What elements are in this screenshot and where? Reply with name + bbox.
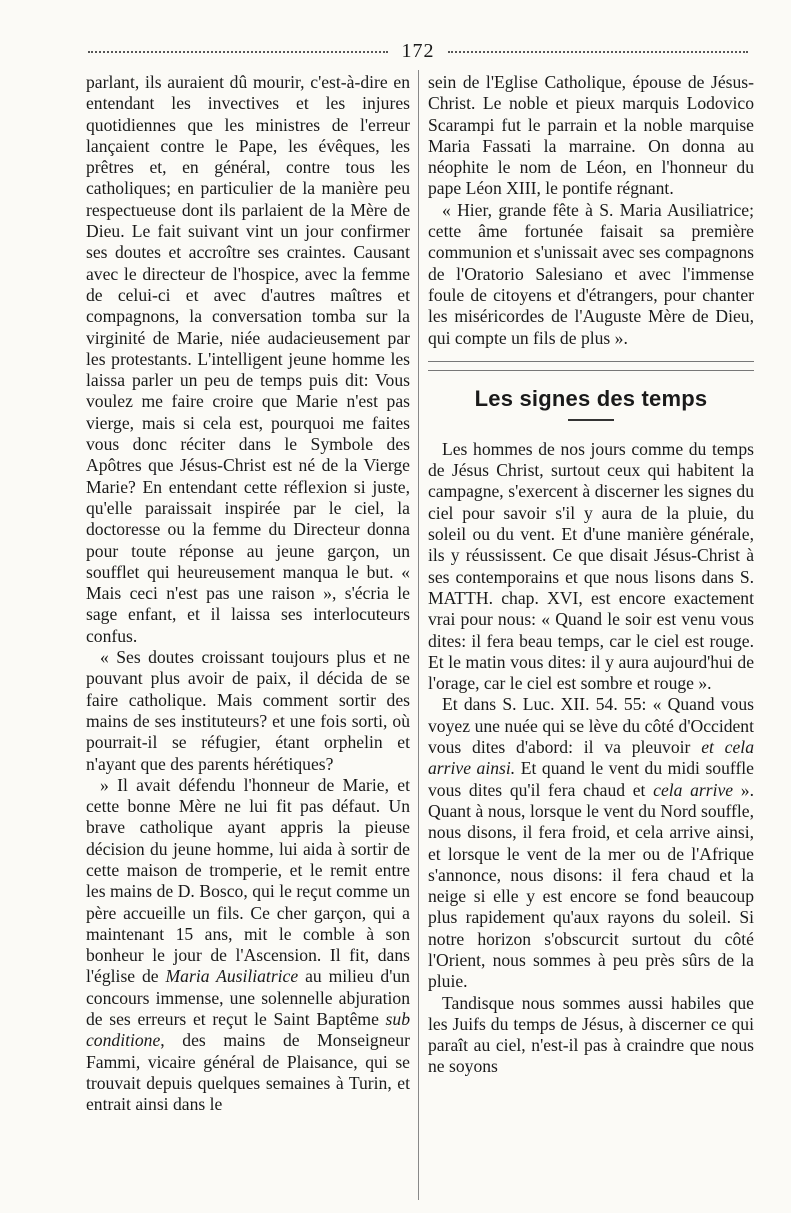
- left-paragraph-2: « Ses doutes croissant toujours plus et ne pouvant plus avoir de paix, il décida de se faire catholique. Mais comment sortir des mains de ses instituteurs? et une fois sorti, où pourrait-il se réfugier, étant orphelin et n'ayant que des parents hérétiques?: [86, 647, 410, 774]
- title-dash: [568, 419, 614, 421]
- section-paragraph-3: Tandisque nous sommes aussi habiles que les Juifs du temps de Jésus, à discerner ce qui paraît au ciel, n'est-il pas à craindre que nous ne soyons: [428, 992, 754, 1077]
- left-paragraph-1: parlant, ils auraient dû mourir, c'est-à-dire en entendant les invectives et les injures quotidiennes que les ministres de l'erreur lançaient contre le Pape, les évêques, les prêtres et, en général, contre tous les catholiques; en particulier de la manière peu respectueuse dont ils parlaient de la Mère de Dieu. Le fait suivant vint un jour confirmer ses doutes et accroître ses craintes. Causant avec le directeur de l'hospice, avec la femme de celui-ci et avec d'autres maîtres et compagnons, la conversation tomba sur la virginité de Marie, niée audacieusement par les protestants. L'intelligent jeune homme les laissa parler un peu de temps puis dit: Vous voulez me faire croire que Marie n'est pas vierge, mais si cela est, pourquoi me faites vous donc réciter dans le Symbole des Apôtres que Jésus-Christ est né de la Vierge Marie? En entendant cette réflexion si juste, qu'elle paraissait inspirée par le ciel, la doctoresse ou la femme du Directeur donna pour toute réponse au jeune garçon, un soufflet qui heureusement manqua le but. « Mais ceci n'est pas une raison », s'écria le sage enfant, et il laissa ses interlocuteurs confus.: [86, 72, 410, 646]
- page-header: [88, 40, 748, 64]
- section-paragraph-2: [428, 694, 754, 992]
- section-paragraph-2-a: Et dans S. Luc. XII. 54. 55: « Quand vous voyez une nuée qui se lève du côté d'Occident vous dites d'abord: il va pleuvoir: [428, 694, 754, 758]
- section-separator: [428, 361, 754, 371]
- right-paragraph-2: « Hier, grande fête à S. Maria Ausiliatrice; cette âme fortunée faisait sa première communion et s'unissait avec ses compagnons de l'Oratorio Salesiano et avec l'immense foule de citoyens et d'étrangers, pour chanter les miséricordes de l'Auguste Mère de Dieu, qui compte un fils de plus ».: [428, 199, 754, 348]
- italic-sub-conditione: sub conditione: [86, 1009, 410, 1051]
- page-number: 172: [401, 40, 435, 62]
- section-paragraph-2-b: Et quand le vent du midi souffle vous dites qu'il fera chaud et: [428, 758, 754, 800]
- italic-cela-arrive-ainsi: et cela arrive ainsi.: [428, 737, 754, 779]
- right-paragraph-1: sein de l'Eglise Catholique, épouse de Jésus-Christ. Le noble et pieux marquis Lodovico Scarampi fut le parrain et la noble marquise Maria Fassati la marraine. On donna au néophite le nom de Léon, en l'honneur du pape Léon XIII, le pontife régnant.: [428, 72, 754, 199]
- left-paragraph-3: [86, 775, 410, 1116]
- italic-cela-arrive: cela arrive: [653, 779, 734, 800]
- section-paragraph-2-c: ». Quant à nous, lorsque le vent du Nord souffle, nous disons, il fera froid, et cela arrive ainsi, et lorsque le vent de la mer ou de l'Afrique s'annonce, nous disons: il fera chaud et la neige si elle y est encore se fond beaucoup plus rapidement qu'aux rayons du soleil. Si notre horizon s'obscurcit surtout du côté l'Orient, nous sommes à peu près sûrs de la pluie.: [428, 779, 754, 992]
- header-rule-left: [88, 51, 388, 53]
- right-column: [428, 72, 754, 1078]
- header-rule-right: [448, 51, 748, 53]
- left-column: [86, 72, 410, 1116]
- section-title: Les signes des temps: [474, 385, 708, 411]
- italic-maria-ausiliatrice: Maria Ausiliatrice: [165, 966, 299, 987]
- left-tail-text-2: , des mains de Monseigneur Fammi, vicaire général de Plaisance, qui se trouvait depuis quelques semaines à Turin, et entrait ainsi dans le: [86, 1030, 410, 1115]
- column-divider: [418, 70, 419, 1200]
- section-paragraph-1: Les hommes de nos jours comme du temps de Jésus Christ, surtout ceux qui habitent la campagne, s'exercent à discerner les signes du ciel pour savoir s'il y aura de la pluie, du soleil ou du vent. Et d'une manière générale, ils y réussissent. Ce que disait Jésus-Christ à ses contemporains et que nous lisons dans S. MATTH. chap. XVI, est encore exactement vrai pour nous: « Quand le soir est venu vous dites: il fera beau temps, car le ciel est rouge. Et le matin vous dites: il y aura aujourd'hui de l'orage, car le ciel est sombre et rouge ».: [428, 438, 754, 694]
- left-paragraph-3-text: » Il avait défendu l'honneur de Marie, et cette bonne Mère ne lui fit pas défaut. Un brave catholique ayant appris la pieuse décision du jeune homme, lui aida à sortir de cette maison de tromperie, et le remit entre les mains de D. Bosco, qui le reçut comme un père accueille un fils. Ce cher garçon, qui a maintenant 15 ans, mit le comble à son bonheur le jour de l'Ascension. Il fit, dans l'église de: [86, 774, 410, 987]
- left-tail-text-1: au milieu d'un concours immense, une solennelle abjuration de ses erreurs et reçut le Saint Baptême: [86, 966, 410, 1030]
